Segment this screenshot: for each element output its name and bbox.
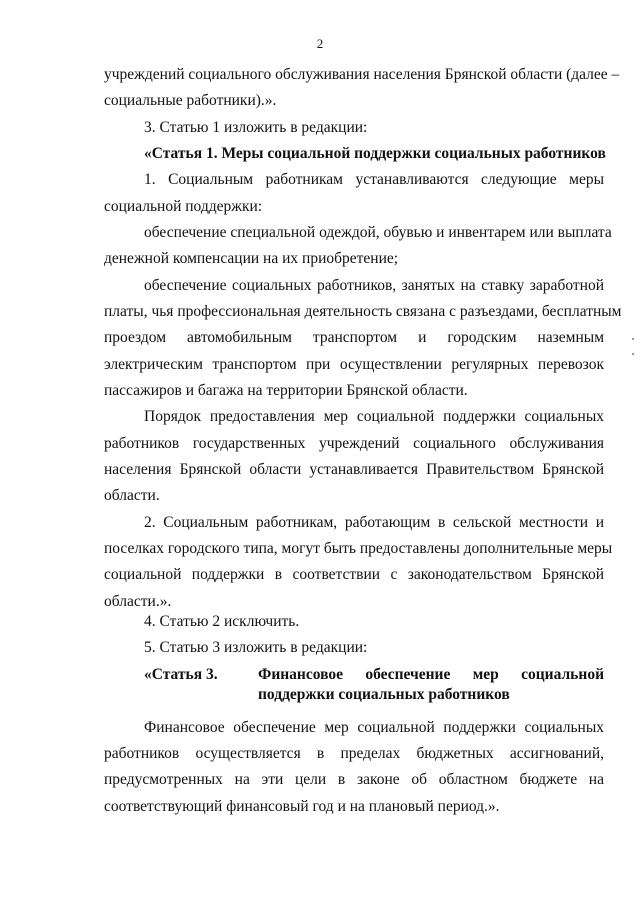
text-line: области. [104, 487, 160, 504]
text-line: предусмотренных на эти цели в законе об областном бюджете на [104, 771, 604, 788]
text-line: проездом автомобильным транспортом и городским наземным [104, 329, 604, 346]
text-line: поселках городского типа, могут быть предоставлены дополнительные меры [104, 540, 613, 557]
text-line: области.». [104, 593, 172, 610]
page-number: 2 [316, 36, 324, 51]
text-line: учреждений социального обслуживания населения Брянской области (далее – [104, 66, 620, 83]
text-line: 3. Статью 1 изложить в редакции: [144, 119, 368, 136]
text-line: 4. Статью 2 исключить. [144, 613, 300, 630]
article-3-title [258, 665, 604, 705]
text-line: электрическим транспортом при осуществлении регулярных перевозок [104, 356, 604, 373]
scan-speck [632, 338, 634, 340]
text-line: 2. Социальным работникам, работающим в сельской местности и [144, 514, 604, 531]
article-1-heading: «Статья 1. Меры социальной поддержки социальных работников [144, 145, 606, 162]
text-line: Финансовое обеспечение мер социальной поддержки социальных [144, 719, 604, 736]
text-line: работников осуществляется в пределах бюджетных ассигнований, [104, 745, 604, 762]
text-line: платы, чья профессиональная деятельность связана с разъездами, бесплатным [104, 303, 622, 320]
article-3-label: «Статья 3. [144, 666, 218, 683]
text-line: обеспечение специальной одеждой, обувью и инвентарем или выплата [144, 224, 612, 241]
text-line: обеспечение социальных работников, занятых на ставку заработной [144, 277, 604, 294]
text-line: социальной поддержки: [104, 198, 263, 215]
text-line: Порядок предоставления мер социальной поддержки социальных [144, 408, 604, 425]
scan-speck [632, 353, 634, 355]
text-line: населения Брянской области устанавливается Правительством Брянской [104, 461, 604, 478]
text-line: денежной компенсации на их приобретение; [104, 250, 399, 267]
text-line: работников государственных учреждений социального обслуживания [104, 435, 604, 452]
article-3-title-line: поддержки социальных работников [258, 686, 510, 703]
text-line: 5. Статью 3 изложить в редакции: [144, 639, 368, 656]
text-line: 1. Социальным работникам устанавливаются следующие меры [144, 171, 604, 188]
text-line: соответствующий финансовый год и на плановый период.». [104, 798, 500, 815]
text-line: пассажиров и багажа на территории Брянской области. [104, 382, 468, 399]
article-3-title-line: Финансовое обеспечение мер социальной [258, 666, 604, 683]
text-line: социальной поддержки в соответствии с законодательством Брянской [104, 566, 604, 583]
text-line: социальные работники).». [104, 92, 277, 109]
